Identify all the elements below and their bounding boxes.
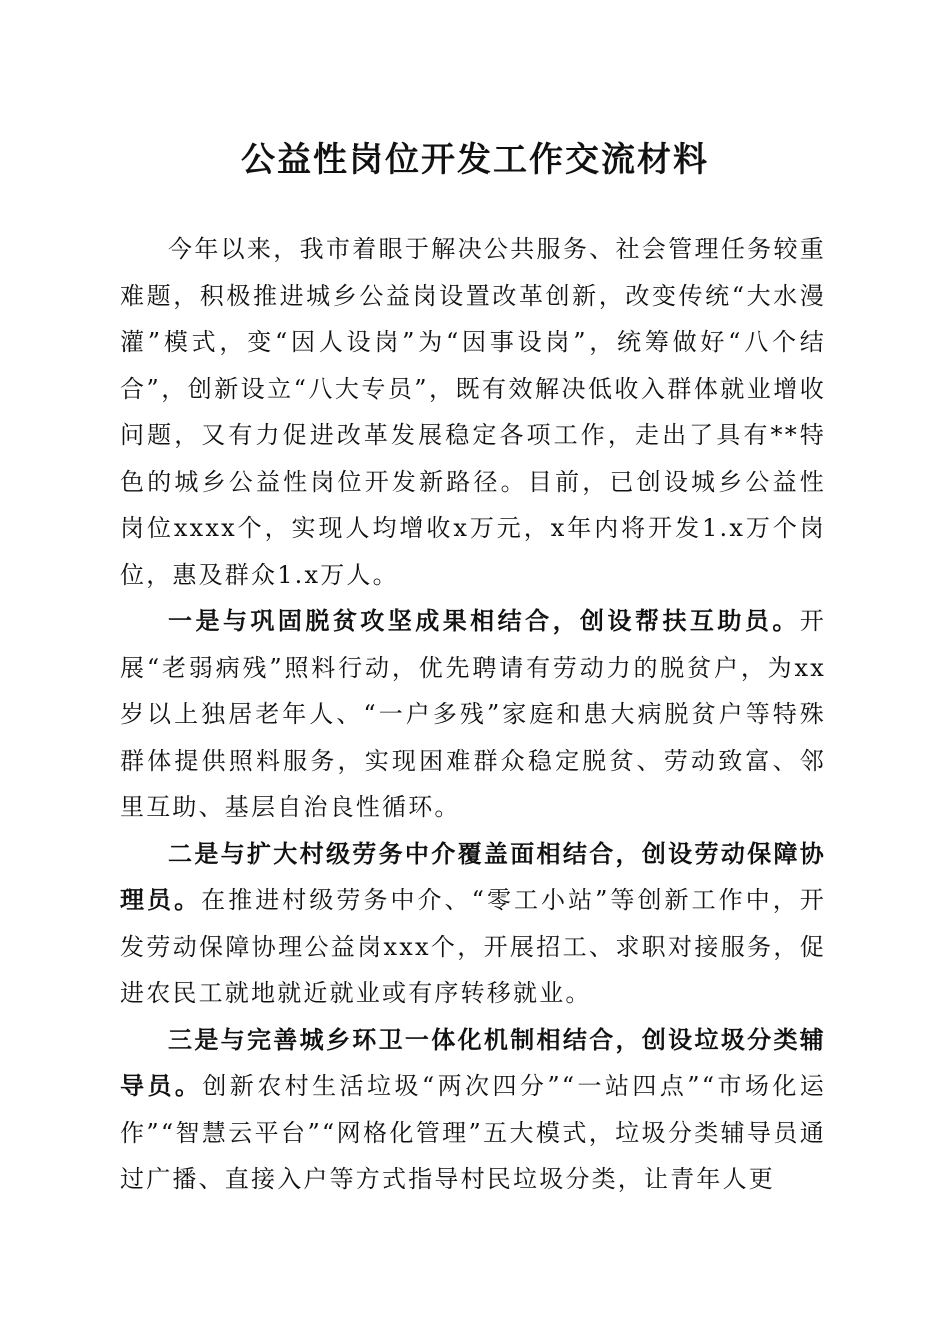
- document-body: [120, 226, 826, 1203]
- paragraph-text: 今年以来，我市着眼于解决公共服务、社会管理任务较重难题，积极推进城乡公益岗设置改革创新，改变传统“大水漫灌”模式，变“因人设岗”为“因事设岗”，统筹做好“八个结合”，创新设立“八大专员”，既有效解决低收入群体就业增收问题，又有力促进改革发展稳定各项工作，走出了具有**特色的城乡公益性岗位开发新路径。目前，已创设城乡公益性岗位xxxx个，实现人均增收x万元，x年内将开发1.x万个岗位，惠及群众1.x万人。: [120, 235, 826, 589]
- document-title: 公益性岗位开发工作交流材料: [241, 140, 709, 180]
- paragraph-text: 开展“老弱病残”照料行动，优先聘请有劳动力的脱贫户，为xx岁以上独居老年人、“一户多残”家庭和患大病脱贫户等特殊群体提供照料服务，实现困难群众稳定脱贫、劳动致富、邻里互助、基层自治良性循环。: [120, 607, 826, 821]
- paragraph-lead: 三是与完善城乡环卫一体化机制相结合，创设垃圾分类辅导员。: [120, 1024, 826, 1100]
- paragraph-text: 在推进村级劳务中介、“零工小站”等创新工作中，开发劳动保障协理公益岗xxx个，开展招工、求职对接服务，促进农民工就地就近就业或有序转移就业。: [120, 886, 826, 1007]
- paragraph-section-2: [120, 831, 826, 1017]
- paragraph-section-3: [120, 1017, 826, 1203]
- paragraph-lead: 一是与巩固脱贫攻坚成果相结合，创设帮扶互助员。: [168, 606, 800, 635]
- paragraph-lead: 二是与扩大村级劳务中介覆盖面相结合，创设劳动保障协理员。: [120, 838, 826, 914]
- paragraph-intro: [120, 226, 826, 598]
- paragraph-text: 创新农村生活垃圾“两次四分”“一站四点”“市场化运作”“智慧云平台”“网格化管理”五大模式，垃圾分类辅导员通过广播、直接入户等方式指导村民垃圾分类，让青年人更: [120, 1072, 826, 1193]
- paragraph-section-1: [120, 598, 826, 831]
